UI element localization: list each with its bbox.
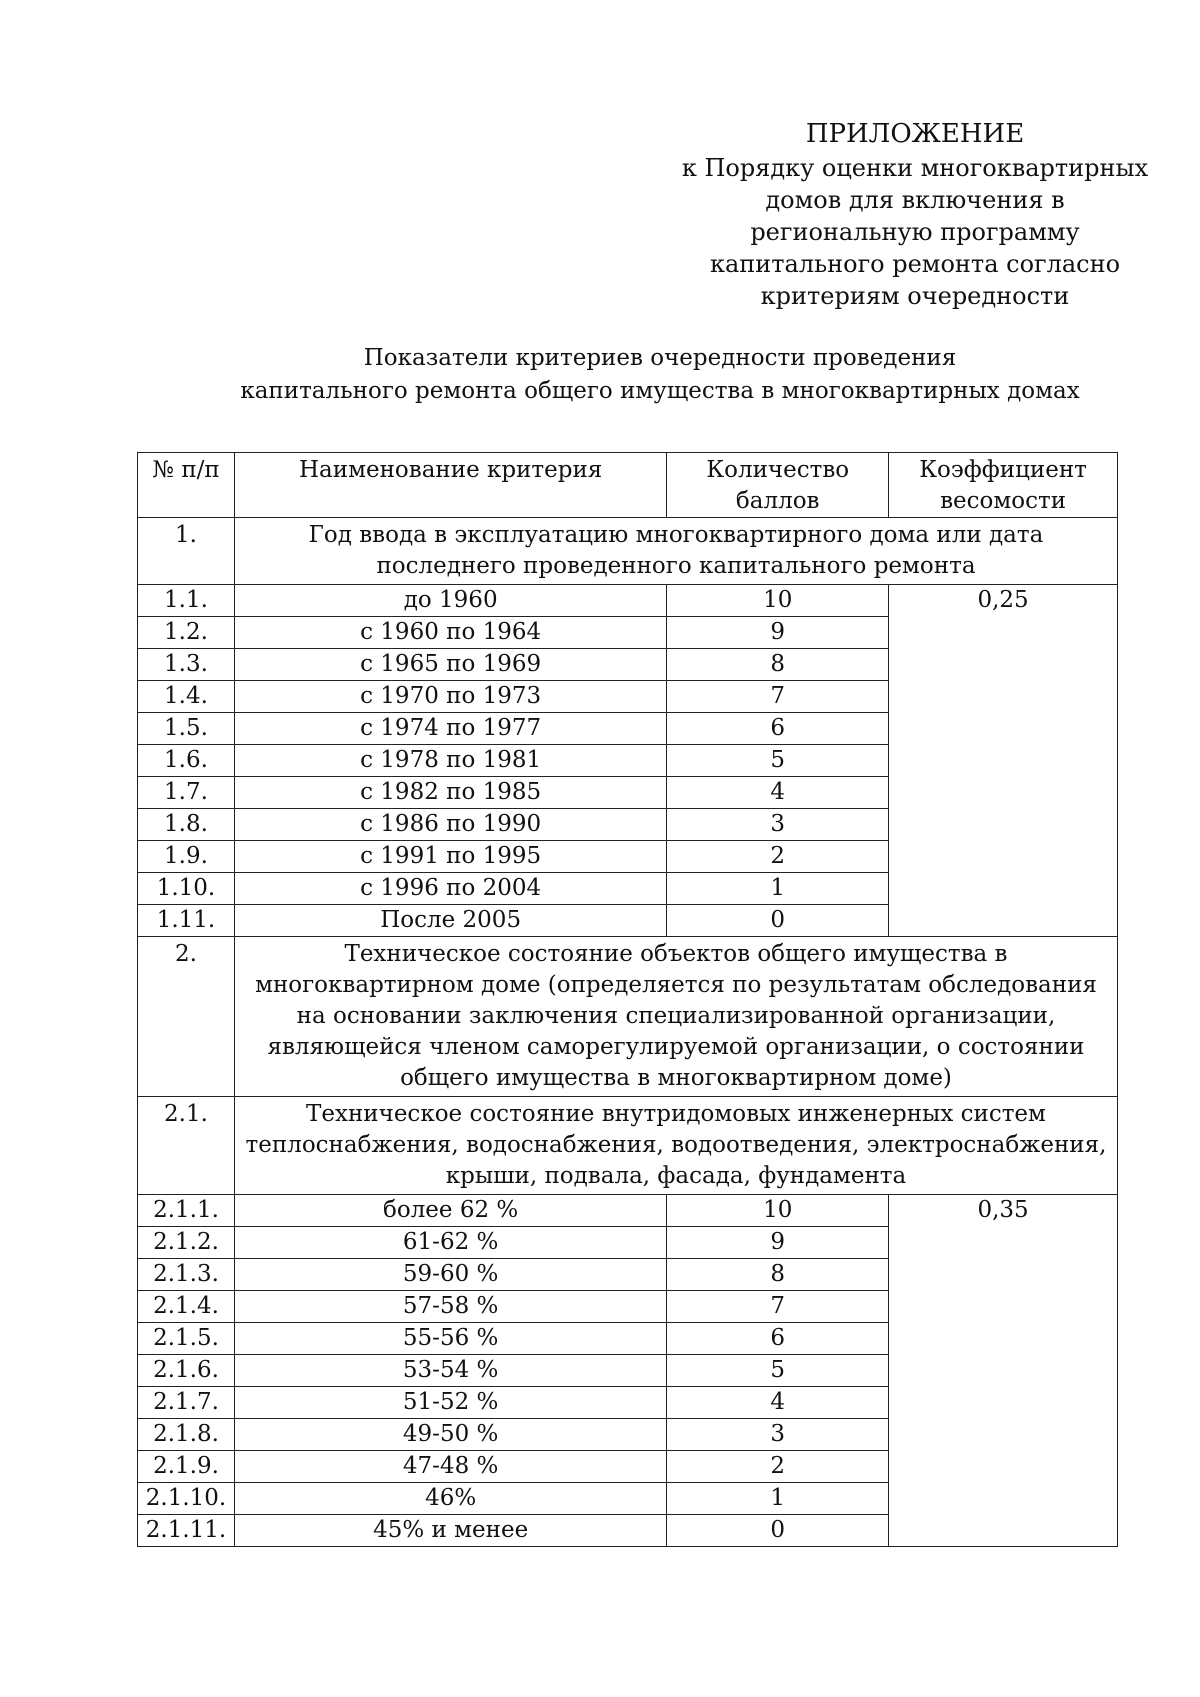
row-name: с 1960 по 1964: [234, 617, 666, 649]
row-points: 0: [667, 905, 889, 937]
row-name: с 1974 по 1977: [234, 713, 666, 745]
appendix-line: капитального ремонта согласно: [709, 250, 1121, 278]
row-name: 45% и менее: [234, 1515, 666, 1547]
row-name: до 1960: [234, 585, 666, 617]
row-points: 5: [667, 745, 889, 777]
row-points: 6: [667, 1323, 889, 1355]
row-points: 8: [667, 649, 889, 681]
row-points: 5: [667, 1355, 889, 1387]
row-points: 10: [667, 585, 889, 617]
row-name: с 1978 по 1981: [234, 745, 666, 777]
header-weight: Коэффициент весомости: [889, 453, 1118, 518]
row-num: 1.7.: [138, 777, 235, 809]
row-points: 7: [667, 1291, 889, 1323]
section-title: Техническое состояние объектов общего имущества в многоквартирном доме (определяется по результатам обследования на основании заключения специализированной организации, являющейся членом саморегулируемой организации, о состоянии общего имущества в многоквартирном доме): [234, 937, 1117, 1097]
row-num: 2.1.7.: [138, 1387, 235, 1419]
row-points: 1: [667, 873, 889, 905]
row-name: с 1986 по 1990: [234, 809, 666, 841]
row-name: 57-58 %: [234, 1291, 666, 1323]
row-num: 2.1.2.: [138, 1227, 235, 1259]
appendix-line: к Порядку оценки многоквартирных: [681, 154, 1149, 182]
row-name: 61-62 %: [234, 1227, 666, 1259]
row-num: 2.1.11.: [138, 1515, 235, 1547]
row-name: с 1970 по 1973: [234, 681, 666, 713]
section-row: [138, 1097, 1118, 1195]
section-row: [138, 937, 1118, 1097]
row-points: 1: [667, 1483, 889, 1515]
appendix-line: критериям очередности: [760, 282, 1070, 310]
appendix-header: [630, 116, 1200, 312]
row-points: 9: [667, 1227, 889, 1259]
table-header-row: [138, 453, 1118, 518]
table-row: [138, 585, 1118, 617]
row-num: 2.1.10.: [138, 1483, 235, 1515]
title-line-2: капитального ремонта общего имущества в многоквартирных домах: [240, 378, 1080, 404]
row-name: с 1982 по 1985: [234, 777, 666, 809]
row-num: 1.1.: [138, 585, 235, 617]
row-points: 3: [667, 1419, 889, 1451]
row-num: 2.1.5.: [138, 1323, 235, 1355]
row-points: 6: [667, 713, 889, 745]
row-num: 2.1.4.: [138, 1291, 235, 1323]
appendix-line: региональную программу: [750, 218, 1080, 246]
section-num: 1.: [138, 518, 235, 585]
section-num: 2.1.: [138, 1097, 235, 1195]
row-name: 47-48 %: [234, 1451, 666, 1483]
row-points: 2: [667, 1451, 889, 1483]
row-points: 8: [667, 1259, 889, 1291]
header-num: № п/п: [138, 453, 235, 518]
row-points: 4: [667, 777, 889, 809]
row-num: 1.3.: [138, 649, 235, 681]
row-num: 1.5.: [138, 713, 235, 745]
row-name: с 1965 по 1969: [234, 649, 666, 681]
row-num: 1.6.: [138, 745, 235, 777]
row-name: 59-60 %: [234, 1259, 666, 1291]
title-line-1: Показатели критериев очередности проведения: [363, 345, 957, 371]
row-num: 2.1.3.: [138, 1259, 235, 1291]
row-name: более 62 %: [234, 1195, 666, 1227]
row-num: 1.11.: [138, 905, 235, 937]
row-points: 10: [667, 1195, 889, 1227]
row-name: 49-50 %: [234, 1419, 666, 1451]
document-title: [140, 342, 1180, 408]
header-name: Наименование критерия: [234, 453, 666, 518]
appendix-heading: ПРИЛОЖЕНИЕ: [805, 119, 1025, 149]
row-num: 2.1.9.: [138, 1451, 235, 1483]
section-row: [138, 518, 1118, 585]
row-name: с 1991 по 1995: [234, 841, 666, 873]
row-name: После 2005: [234, 905, 666, 937]
weight-coefficient: 0,25: [889, 585, 1118, 937]
row-num: 1.9.: [138, 841, 235, 873]
table-row: [138, 1195, 1118, 1227]
row-name: с 1996 по 2004: [234, 873, 666, 905]
row-points: 7: [667, 681, 889, 713]
row-num: 1.10.: [138, 873, 235, 905]
appendix-line: домов для включения в: [765, 186, 1065, 214]
row-points: 0: [667, 1515, 889, 1547]
row-num: 2.1.6.: [138, 1355, 235, 1387]
row-num: 1.8.: [138, 809, 235, 841]
row-num: 1.4.: [138, 681, 235, 713]
row-num: 2.1.8.: [138, 1419, 235, 1451]
criteria-table: [137, 452, 1118, 1547]
row-name: 53-54 %: [234, 1355, 666, 1387]
row-num: 2.1.1.: [138, 1195, 235, 1227]
section-title: Год ввода в эксплуатацию многоквартирного дома или дата последнего проведенного капитального ремонта: [234, 518, 1117, 585]
row-name: 55-56 %: [234, 1323, 666, 1355]
row-name: 51-52 %: [234, 1387, 666, 1419]
section-num: 2.: [138, 937, 235, 1097]
section-title: Техническое состояние внутридомовых инженерных систем теплоснабжения, водоснабжения, водоотведения, электроснабжения, крыши, подвала, фасада, фундамента: [234, 1097, 1117, 1195]
header-points: Количество баллов: [667, 453, 889, 518]
row-points: 9: [667, 617, 889, 649]
row-points: 4: [667, 1387, 889, 1419]
weight-coefficient: 0,35: [889, 1195, 1118, 1547]
row-name: 46%: [234, 1483, 666, 1515]
row-points: 3: [667, 809, 889, 841]
row-num: 1.2.: [138, 617, 235, 649]
row-points: 2: [667, 841, 889, 873]
